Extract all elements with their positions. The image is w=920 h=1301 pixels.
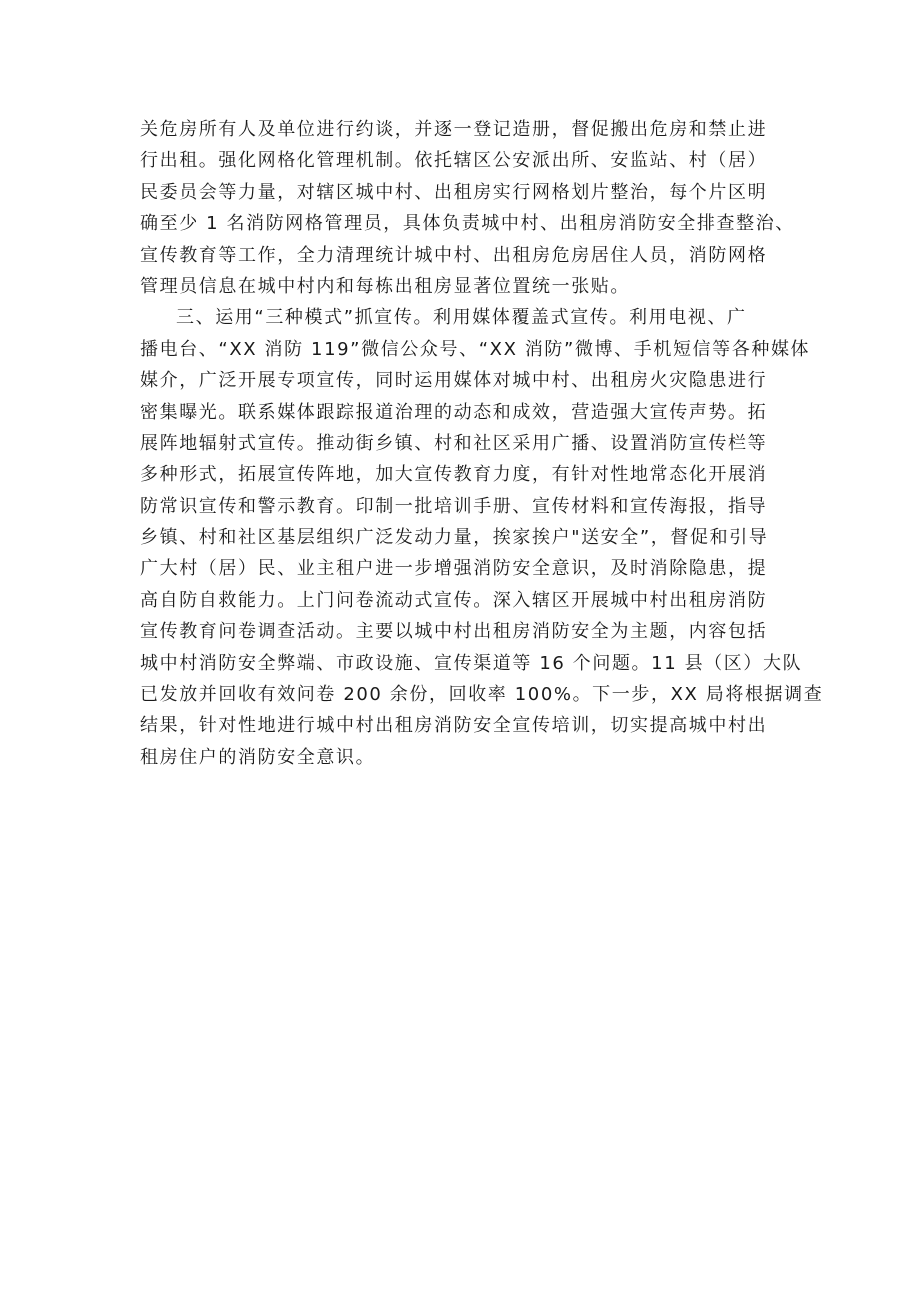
paragraph-2: [140, 302, 824, 773]
text-line: 多种形式，拓展宣传阵地，加大宣传教育力度，有针对性地常态化开展消: [140, 464, 768, 486]
text-line: 乡镇、村和社区基层组织广泛发动力量，挨家挨户"送安全”，督促和引导: [140, 527, 769, 549]
text-line: 密集曝光。联系媒体跟踪报道治理的动态和成效，营造强大宣传声势。拓: [140, 401, 768, 423]
text-line: 结果，针对性地进行城中村出租房消防安全宣传培训，切实提高城中村出: [140, 715, 768, 737]
text-line: 民委员会等力量，对辖区城中村、出租房实行网格划片整治，每个片区明: [140, 181, 768, 203]
text-line: 广大村（居）民、业主租户进一步增强消防安全意识，及时消除隐患，提: [140, 558, 768, 580]
text-line: 关危房所有人及单位进行约谈，并逐一登记造册，督促搬出危房和禁止进: [140, 119, 768, 140]
text-line: 确至少 1 名消防网格管理员，具体负责城中村、出租房消防安全排查整治、: [140, 213, 795, 235]
text-line: 三、运用“三种模式”抓宣传。利用媒体覆盖式宣传。利用电视、广: [176, 307, 747, 329]
text-line: 宣传教育等工作，全力清理统计城中村、出租房危房居住人员，消防网格: [140, 244, 768, 266]
text-line: 已发放并回收有效问卷 200 余份，回收率 100%。下一步，XX 局将根据调查: [140, 684, 824, 706]
text-line: 播电台、“XX 消防 119”微信公众号、“XX 消防”微博、手机短信等各种媒体: [140, 338, 811, 360]
text-line: 防常识宣传和警示教育。印制一批培训手册、宣传材料和宣传海报，指导: [140, 495, 768, 517]
text-line: 展阵地辐射式宣传。推动街乡镇、村和社区采用广播、设置消防宣传栏等: [140, 432, 768, 454]
text-line: 宣传教育问卷调查活动。主要以城中村出租房消防安全为主题，内容包括: [140, 621, 768, 643]
text-line: 管理员信息在城中村内和每栋出租房显著位置统一张贴。: [140, 275, 630, 297]
text-line: 行出租。强化网格化管理机制。依托辖区公安派出所、安监站、村（居）: [140, 150, 768, 172]
paragraph-1: [140, 114, 795, 302]
text-line: 租房住户的消防安全意识。: [140, 746, 376, 768]
text-line: 城中村消防安全弊端、市政设施、宣传渠道等 16 个问题。11 县（区）大队: [140, 652, 803, 674]
text-line: 高自防自救能力。上门问卷流动式宣传。深入辖区开展城中村出租房消防: [140, 589, 768, 611]
text-line: 媒介，广泛开展专项宣传，同时运用媒体对城中村、出租房火灾隐患进行: [140, 370, 768, 392]
document-body: [140, 114, 824, 773]
